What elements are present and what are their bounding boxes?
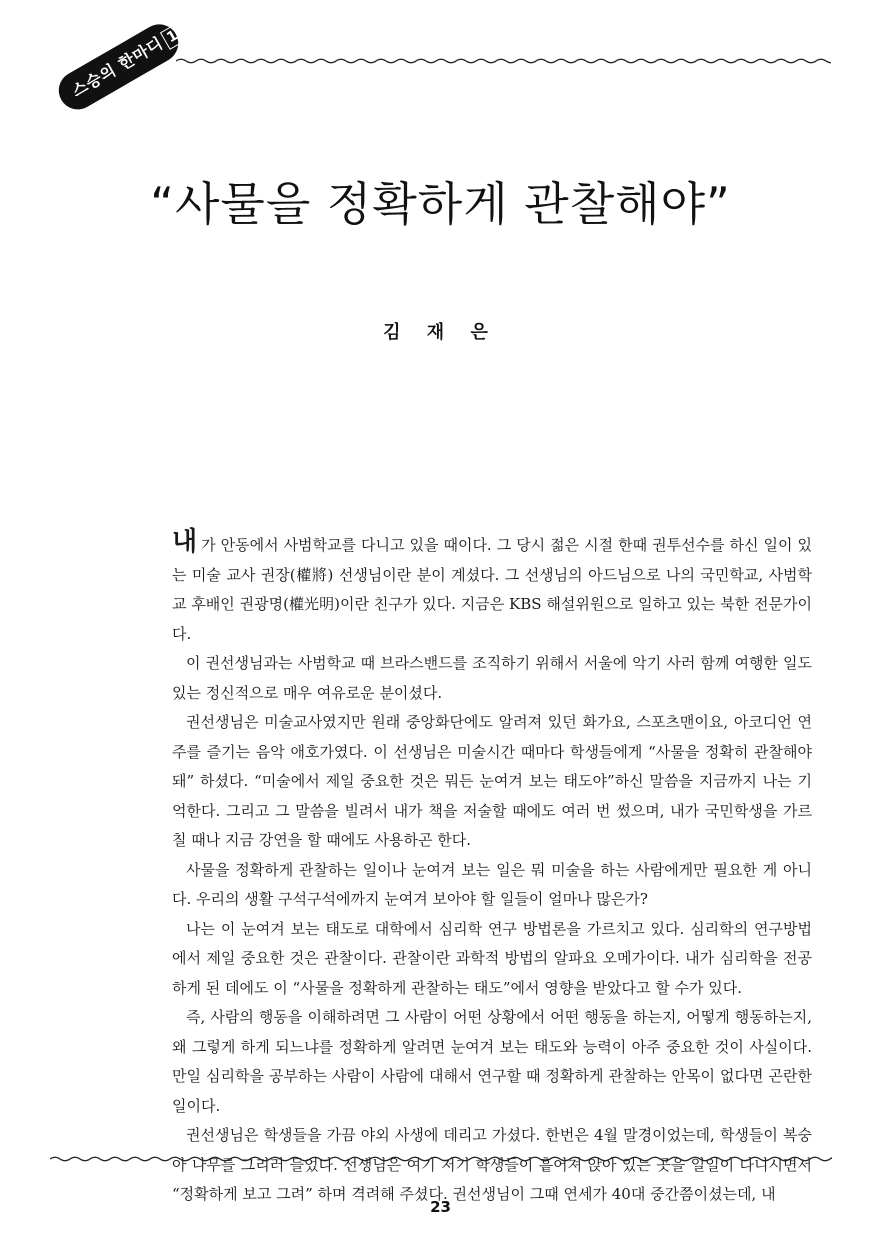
body-paragraph: 즉, 사람의 행동을 이해하려면 그 사람이 어떤 상황에서 어떤 행동을 하는지, 어떻게 행동하는지, 왜 그렇게 하게 되느냐를 정확하게 알려면 눈여겨 보는 태도와 능력이 아주 중요한 것이 사실이다. 만일 심리학을 공부하는 사람이 사람에 대해서 연구할 때 정확하게 관찰하는 안목이 없다면 곤란한 일이다. (172, 1008, 812, 1115)
series-badge (48, 10, 188, 121)
article-title: “사물을 정확하게 관찰해야” (150, 177, 731, 231)
top-wavy-divider (176, 54, 831, 68)
body-paragraph: 사물을 정확하게 관찰하는 일이나 눈여겨 보는 일은 뭐 미술을 하는 사람에게만 필요한 게 아니다. 우리의 생활 구석구석에까지 눈여겨 보아야 할 일들이 얼마나 많은가? (172, 860, 812, 908)
body-paragraph: 나는 이 눈여겨 보는 태도로 대학에서 심리학 연구 방법론을 가르치고 있다. 심리학의 연구방법에서 제일 중요한 것은 관찰이다. 관찰이란 과학적 방법의 알파요 오메가이다. 내가 심리학을 전공하게 된 데에도 이 “사물을 정확하게 관찰하는 태도”에서 영향을 받았다고 할 수가 있다. (172, 919, 812, 997)
series-badge-label: 스승의 한마디 (68, 33, 167, 101)
series-badge-number: 15 (160, 18, 195, 50)
paragraph-text: 가 안동에서 사범학교를 다니고 있을 때이다. 그 당시 젊은 시절 한때 권투선수를 하신 일이 있는 미술 교사 권장(權將) 선생님이란 분이 계셨다. 그 선생님의 아드님으로 나의 국민학교, 사범학교 후배인 권광명(權光明)이란 친구가 있다. 지금은 KBS 해설위원으로 일하고 있는 북한 전문가이다. (172, 536, 812, 643)
bottom-wavy-divider (50, 1152, 832, 1166)
body-paragraph: 권선생님은 학생들을 가끔 야외 사생에 데리고 가셨다. 한번은 4월 말경이었는데, 학생들이 복숭아 나무를 그리러 들었다. 선생님은 여기 저기 학생들이 흩어져 앉아 있는 곳을 일일이 다니시면서 “정확하게 보고 그려” 하며 격려해 주셨다. 권선생님이 그때 연세가 40대 중간쯤이셨는데, 내 (172, 1126, 812, 1203)
author-name: 김 재 은 (383, 322, 498, 343)
body-paragraph: 이 권선생님과는 사범학교 때 브라스밴드를 조직하기 위해서 서울에 악기 사러 함께 여행한 일도 있는 정신적으로 매우 여유로운 분이셨다. (172, 654, 812, 702)
body-paragraph (172, 528, 812, 649)
article-body (172, 528, 812, 1210)
body-paragraph: 권선생님은 미술교사였지만 원래 중앙화단에도 알려져 있던 화가요, 스포츠맨이요, 아코디언 연주를 즐기는 음악 애호가였다. 이 선생님은 미술시간 때마다 학생들에게 “사물을 정확히 관찰해야 돼” 하셨다. “미술에서 제일 중요한 것은 뭐든 눈여겨 보는 태도야”하신 말씀을 지금까지 나는 기억한다. 그리고 그 말씀을 빌려서 내가 책을 저술할 때에도 여러 번 썼으며, 내가 국민학생을 가르칠 때나 지금 강연을 할 때에도 사용하곤 한다. (172, 713, 812, 849)
drop-cap: 내 (172, 527, 198, 557)
page-number: 23 (430, 1198, 451, 1216)
